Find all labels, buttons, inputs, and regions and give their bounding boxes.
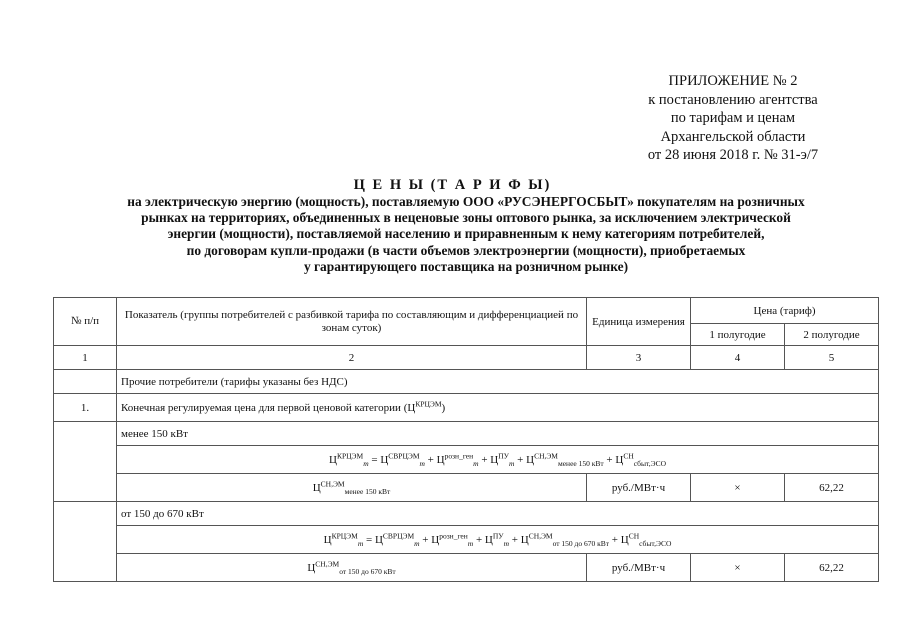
row-number: 1.	[54, 394, 117, 422]
group-label: от 150 до 670 кВт	[117, 502, 879, 526]
header-indicator: Показатель (группы потребителей с разбивкой тарифа по составляющим и дифференциацией по зонам суток)	[117, 298, 587, 346]
appendix-line: Архангельской области	[660, 128, 806, 145]
col-number: 3	[587, 346, 691, 370]
row-title: Конечная регулируемая цена для первой ценовой категории $(Ц^{КРЦЭМ})$	[117, 394, 879, 422]
document-title: Ц Е Н Ы (Т А Р И Ф Ы)	[353, 177, 552, 193]
appendix-date: от 28 июня 2018 г. № 31-э/7	[647, 147, 819, 163]
header-half2: 2 полугодие	[785, 324, 879, 346]
table-row	[54, 554, 879, 582]
subtitle-line: энергии (мощности), поставляемой населению и приравненным к нему категориям потребителей,	[167, 226, 765, 242]
document-subtitle	[60, 194, 872, 275]
component-cell: $Ц^{СН,ЭМ}_{от 150 до 670 кВт}$	[117, 554, 587, 582]
col-number: 1	[54, 346, 117, 370]
appendix-line: по тарифам и ценам	[670, 110, 796, 126]
unit-cell: руб./МВт·ч	[587, 474, 691, 502]
header-price: Цена (тариф)	[691, 298, 879, 324]
half2-value: 62,22	[785, 474, 879, 502]
column-numbers-row	[54, 346, 879, 370]
col-number: 2	[117, 346, 587, 370]
unit-cell: руб./МВт·ч	[587, 554, 691, 582]
header-half1: 1 полугодие	[691, 324, 785, 346]
appendix-line: к постановлению агентства	[648, 91, 818, 108]
subtitle-line: на электрическую энергию (мощность), поставляемую ООО «РУСЭНЕРГОСБЫТ» покупателям на розничных	[127, 194, 805, 209]
price-formula: $Ц^{КРЦЭМ}_m = Ц^{СВРЦЭМ}_m + Ц^{розн\_ген}_m + Ц^{ПУ}_m + Ц^{СН,ЭМ}_{менее 150 кВт} + Ц^{СН}_{сбыт,ЭСО}$	[117, 446, 879, 474]
header-number: № п/п	[54, 298, 117, 346]
subtitle-line: у гарантирующего поставщика на розничном рынке)	[303, 258, 629, 274]
table-header-row	[54, 298, 879, 324]
tariff-table	[53, 297, 879, 582]
half1-value: ×	[691, 554, 785, 582]
appendix-title: ПРИЛОЖЕНИЕ № 2	[668, 73, 798, 89]
table-row	[54, 394, 879, 422]
group-label-row	[54, 422, 879, 446]
col-number: 5	[785, 346, 879, 370]
section-title: Прочие потребители (тарифы указаны без НДС)	[117, 370, 879, 394]
subtitle-line: рынках на территориях, объединенных в неценовые зоны оптового рынка, за исключением электрической	[141, 210, 791, 226]
group-label-row	[54, 502, 879, 526]
formula-row	[54, 526, 879, 554]
header-unit: Единица измерения	[587, 298, 691, 346]
price-formula: $Ц^{КРЦЭМ}_m = Ц^{СВРЦЭМ}_m + Ц^{розн\_ген}_m + Ц^{ПУ}_m + Ц^{СН,ЭМ}_{от 150 до 670 кВт} + Ц^{СН}_{сбыт,ЭСО}$	[117, 526, 879, 554]
appendix-header	[623, 72, 843, 165]
half2-value: 62,22	[785, 554, 879, 582]
subtitle-line: по договорам купли-продажи (в части объемов электроэнергии (мощности), приобретаемых	[186, 242, 746, 258]
col-number: 4	[691, 346, 785, 370]
section-row	[54, 370, 879, 394]
group-label: менее 150 кВт	[117, 422, 879, 446]
component-cell: $Ц^{СН,ЭМ}_{менее 150 кВт}$	[117, 474, 587, 502]
formula-row	[54, 446, 879, 474]
table-row	[54, 474, 879, 502]
half1-value: ×	[691, 474, 785, 502]
